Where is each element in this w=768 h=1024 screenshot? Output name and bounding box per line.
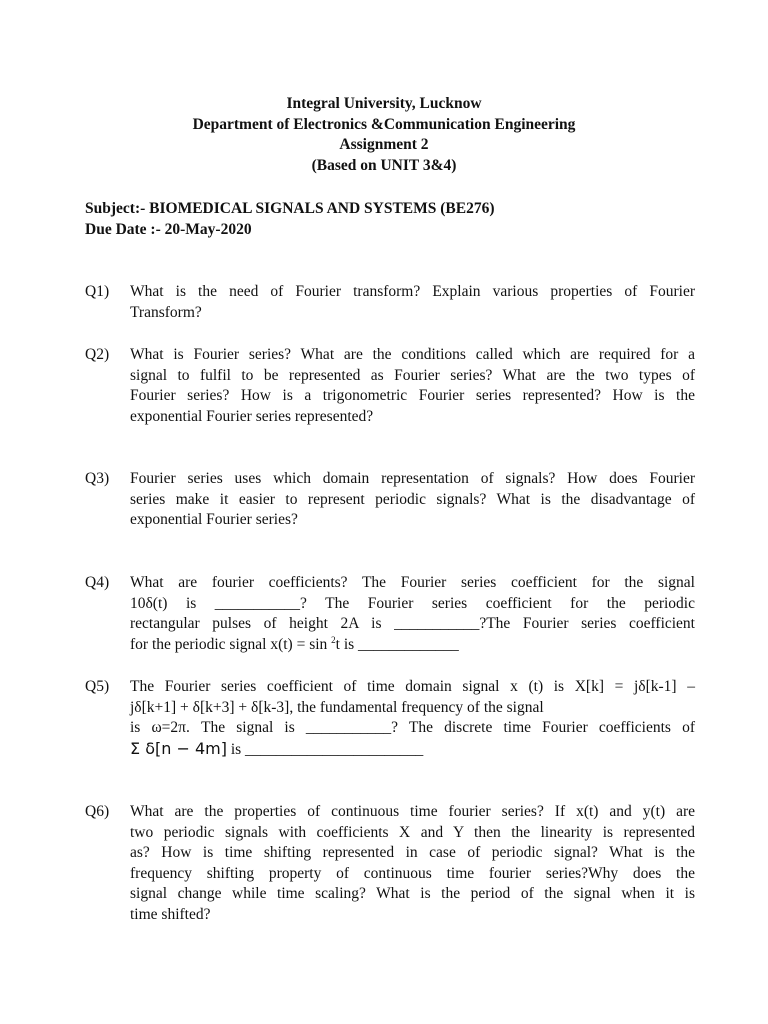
- due-date-line: Due Date :- 20-May-2020: [85, 220, 252, 238]
- question-line: Fourier series? How is a trigonometric Fourier series represented? How is the: [130, 387, 695, 404]
- question-line: rectangular pulses of height 2A is ___________?The Fourier series coefficient: [130, 615, 695, 632]
- question-1: [85, 282, 695, 323]
- question-text: [130, 677, 695, 760]
- question-line: What is the need of Fourier transform? Explain various properties of Fourier: [130, 283, 695, 300]
- question-number: Q1): [85, 283, 110, 300]
- question-line: two periodic signals with coefficients X and Y then the linearity is represented: [130, 823, 695, 841]
- document-header: [0, 94, 768, 176]
- question-number: Q6): [85, 803, 110, 820]
- question-line: exponential Fourier series?: [130, 511, 298, 528]
- question-fragment: is _______________________: [226, 740, 424, 758]
- unit-note: (Based on UNIT 3&4): [311, 156, 457, 174]
- question-text: [130, 345, 695, 427]
- question-2: [85, 345, 695, 427]
- question-text: [130, 573, 695, 655]
- question-text: [130, 282, 695, 323]
- question-line: What are fourier coefficients? The Fourier series coefficient for the signal: [130, 574, 695, 591]
- question-line: The Fourier series coefficient of time domain signal x (t) is X[k] = jδ[k-1] –: [130, 678, 695, 695]
- exponent: 2: [331, 634, 336, 645]
- question-line: frequency shifting property of continuous time fourier series?Why does the: [130, 864, 695, 882]
- question-line: series make it easier to represent periodic signals? What is the disadvantage of: [130, 490, 695, 508]
- subject-line: Subject:- BIOMEDICAL SIGNALS AND SYSTEMS (BE276): [85, 200, 495, 217]
- question-line: exponential Fourier series represented?: [130, 407, 374, 425]
- question-number: Q4): [85, 574, 110, 591]
- question-text: [130, 469, 695, 531]
- question-line: What is Fourier series? What are the conditions called which are required for a: [130, 346, 695, 363]
- question-line: as? How is time shifting represented in case of periodic signal? What is the: [130, 844, 695, 861]
- question-number: Q5): [85, 678, 110, 695]
- question-line: signal change while time scaling? What is the period of the signal when it is: [130, 885, 695, 902]
- question-line: [130, 635, 695, 656]
- question-line: time shifted?: [130, 905, 211, 923]
- assignment-meta: [85, 199, 495, 240]
- university-name: Integral University, Lucknow: [286, 95, 482, 112]
- question-text: [130, 802, 695, 925]
- question-line: 10δ(t) is ___________? The Fourier series coefficient for the periodic: [130, 594, 695, 612]
- summation-expression: Σ δ[n − 4m]: [130, 738, 227, 758]
- question-line: Transform?: [130, 303, 202, 321]
- question-4: [85, 573, 695, 655]
- question-line: What are the properties of continuous time fourier series? If x(t) and y(t) are: [130, 803, 695, 820]
- question-line: Fourier series uses which domain representation of signals? How does Fourier: [130, 470, 695, 487]
- question-number: Q3): [85, 470, 110, 487]
- question-line: is ω=2π. The signal is ___________? The discrete time Fourier coefficients of: [130, 719, 695, 736]
- department-name: Department of Electronics &Communication Engineering: [192, 115, 576, 133]
- question-line: signal to fulfil to be represented as Fourier series? What are the two types of: [130, 366, 695, 384]
- question-number: Q2): [85, 346, 110, 363]
- assignment-title: Assignment 2: [339, 136, 429, 153]
- question-fragment: t is _____________: [335, 635, 459, 653]
- question-line: jδ[k+1] + δ[k+3] + δ[k-3], the fundamental frequency of the signal: [130, 698, 544, 716]
- question-3: [85, 469, 695, 531]
- question-6: [85, 802, 695, 925]
- question-line: [130, 739, 695, 761]
- question-5: [85, 677, 695, 760]
- question-fragment: for the periodic signal x(t) = sin: [130, 635, 332, 653]
